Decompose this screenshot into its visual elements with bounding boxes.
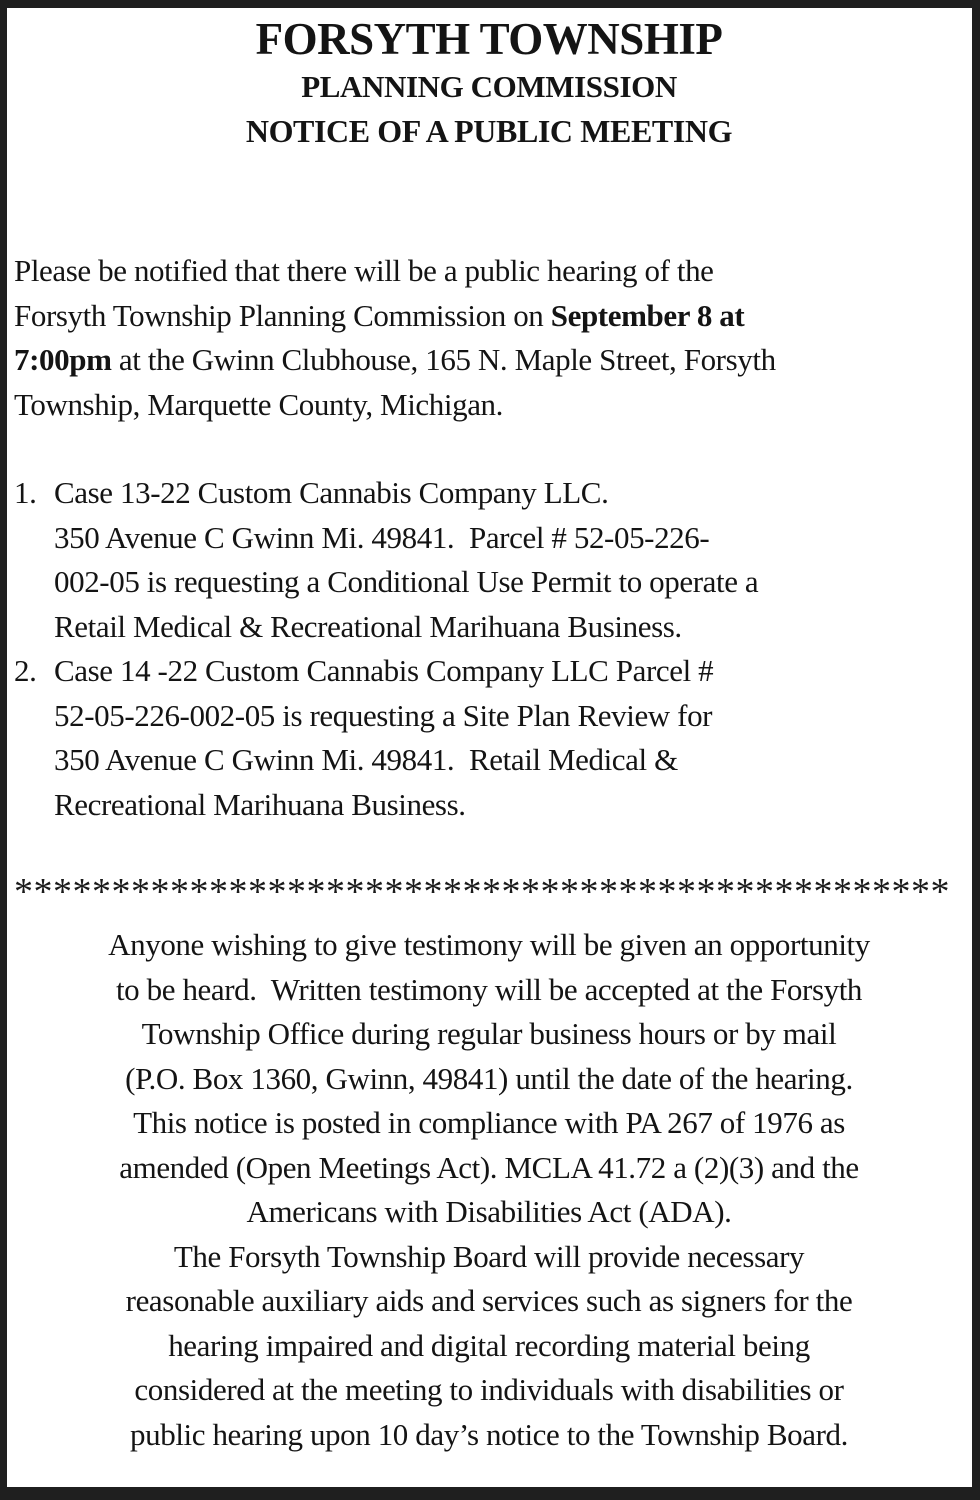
text-line: The Forsyth Township Board will provide necessary: [173, 1238, 805, 1274]
text-line: Township Office during regular business hours or by mail: [141, 1016, 837, 1051]
case-item: [14, 649, 964, 827]
text-line: [14, 294, 964, 339]
text-line: amended (Open Meetings Act). MCLA 41.72 a (2)(3) and the: [119, 1149, 859, 1185]
text-line: [14, 383, 964, 428]
case-number: 2.: [14, 653, 37, 688]
text-line: [14, 338, 964, 383]
notice-meeting-type: NOTICE OF A PUBLIC MEETING: [245, 113, 733, 149]
text-line: public hearing upon 10 day’s notice to the Township Board.: [130, 1416, 848, 1452]
plain-text: Forsyth Township Planning Commission on: [14, 297, 551, 333]
bold-text: September 8 at: [550, 297, 745, 333]
asterisk-separator: ************************************************: [14, 871, 950, 913]
text-line: [14, 249, 964, 294]
text-line: Retail Medical & Recreational Marihuana Business.: [54, 608, 682, 644]
plain-text: at the Gwinn Clubhouse, 165 N. Maple Street, Forsyth: [111, 342, 776, 377]
text-line: Case 13-22 Custom Cannabis Company LLC.: [54, 475, 609, 510]
notice-title: FORSYTH TOWNSHIP: [255, 14, 723, 64]
bold-text: 7:00pm: [14, 342, 112, 377]
case-item: [14, 471, 964, 649]
intro-paragraph: [14, 249, 964, 427]
text-line: Americans with Disabilities Act (ADA).: [246, 1194, 732, 1229]
text-line: 350 Avenue C Gwinn Mi. 49841. Parcel # 52-05-226-: [54, 519, 710, 555]
text-line: hearing impaired and digital recording material being: [168, 1327, 810, 1363]
case-text: [54, 649, 964, 827]
case-number: 1.: [14, 475, 37, 510]
text-line: 350 Avenue C Gwinn Mi. 49841. Retail Medical &: [54, 742, 678, 777]
case-text: [54, 471, 964, 649]
notice-page: [7, 8, 972, 1487]
text-line: This notice is posted in compliance with PA 267 of 1976 as: [133, 1105, 845, 1140]
text-line: 002-05 is requesting a Conditional Use Permit to operate a: [54, 564, 759, 599]
text-line: reasonable auxiliary aids and services such as signers for the: [125, 1283, 853, 1318]
notice-header: [14, 14, 964, 153]
text-line: Anyone wishing to give testimony will be given an opportunity: [108, 927, 870, 962]
notice-subtitle: PLANNING COMMISSION: [301, 69, 677, 104]
case-list: [14, 471, 964, 827]
text-line: (P.O. Box 1360, Gwinn, 49841) until the date of the hearing.: [125, 1060, 853, 1096]
text-line: 52-05-226-002-05 is requesting a Site Plan Review for: [54, 697, 713, 733]
text-line: Case 14 -22 Custom Cannabis Company LLC Parcel #: [54, 653, 714, 688]
text-line: Recreational Marihuana Business.: [54, 786, 466, 822]
closing-paragraph: [14, 923, 964, 1457]
plain-text: Please be notified that there will be a public hearing of the: [14, 253, 714, 288]
text-line: to be heard. Written testimony will be accepted at the Forsyth: [115, 971, 863, 1007]
plain-text: Township, Marquette County, Michigan.: [14, 386, 504, 422]
text-line: considered at the meeting to individuals with disabilities or: [134, 1372, 844, 1407]
